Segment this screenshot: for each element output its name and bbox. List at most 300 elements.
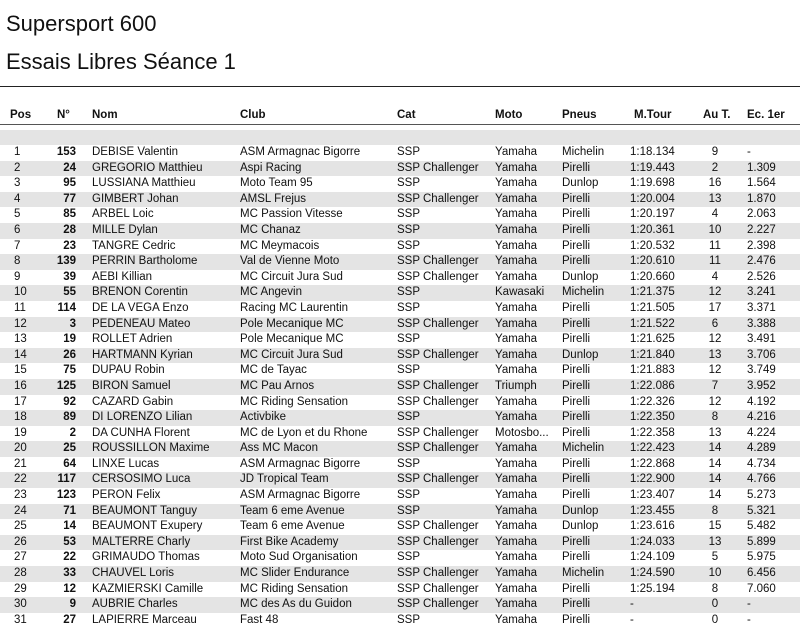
cell-cat: SSP: [397, 489, 421, 502]
cell-pos: 26: [14, 535, 27, 548]
cell-time: 1:21.883: [630, 364, 675, 377]
cell-laps: 12: [708, 333, 722, 346]
cell-nom: BRENON Corentin: [92, 286, 188, 299]
cell-club: MC Riding Sensation: [240, 395, 349, 408]
table-row: [0, 566, 800, 582]
cell-pos: 16: [14, 379, 27, 392]
cell-nom: DUPAU Robin: [92, 364, 165, 377]
cell-time: 1:22.868: [630, 457, 675, 470]
cell-laps: 16: [708, 177, 722, 190]
cell-moto: Motosbo...: [495, 426, 549, 439]
cell-moto: Yamaha: [495, 582, 537, 595]
cell-laps: 0: [711, 613, 719, 626]
cell-laps: 14: [708, 457, 722, 470]
cell-pneus: Pirelli: [562, 161, 591, 174]
cell-pos: 6: [14, 223, 21, 236]
cell-gap: 5.321: [747, 504, 776, 517]
cell-cat: SSP Challenger: [397, 442, 479, 455]
cell-pos: 15: [14, 364, 27, 377]
table-row: [0, 270, 800, 286]
cell-club: Team 6 eme Avenue: [240, 520, 345, 533]
cell-pneus: Pirelli: [562, 613, 591, 626]
table-row: [0, 550, 800, 566]
cell-gap: 3.388: [747, 317, 776, 330]
cell-time: 1:25.194: [630, 582, 675, 595]
cell-nom: GREGORIO Matthieu: [92, 161, 203, 174]
cell-nom: ROUSSILLON Maxime: [92, 442, 210, 455]
cell-club: Fast 48: [240, 613, 279, 626]
table-row: [0, 161, 800, 177]
cell-gap: 5.899: [747, 535, 776, 548]
cell-pneus: Dunlop: [562, 504, 599, 517]
cell-gap: 2.227: [747, 223, 776, 236]
cell-pos: 21: [14, 457, 27, 470]
cell-gap: 2.398: [747, 239, 776, 252]
cell-time: 1:20.532: [630, 239, 675, 252]
table-row: [0, 239, 800, 255]
cell-laps: 13: [708, 535, 722, 548]
cell-pos: 8: [14, 255, 21, 268]
table-row: [0, 207, 800, 223]
cell-cat: SSP Challenger: [397, 582, 479, 595]
table-row: [0, 301, 800, 317]
cell-gap: 7.060: [747, 582, 776, 595]
cell-time: 1:23.616: [630, 520, 675, 533]
cell-gap: 4.192: [747, 395, 776, 408]
cell-nom: LAPIERRE Marceau: [92, 613, 197, 626]
cell-time: 1:20.610: [630, 255, 675, 268]
cell-time: 1:24.590: [630, 567, 675, 580]
cell-club: MC Circuit Jura Sud: [240, 348, 343, 361]
cell-club: MC Passion Vitesse: [240, 208, 343, 221]
cell-moto: Yamaha: [495, 535, 537, 548]
cell-pos: 3: [14, 177, 21, 190]
cell-num: 27: [63, 613, 76, 626]
table-row: [0, 613, 800, 629]
cell-club: MC Pau Arnos: [240, 379, 315, 392]
table-row: [0, 348, 800, 364]
cell-time: 1:21.625: [630, 333, 675, 346]
cell-pneus: Pirelli: [562, 333, 591, 346]
cell-club: Ass MC Macon: [240, 442, 318, 455]
cell-pos: 1: [14, 146, 21, 158]
table-row: [0, 582, 800, 598]
cell-pneus: Pirelli: [562, 551, 591, 564]
table-row: [0, 285, 800, 301]
cell-num: 39: [63, 270, 76, 283]
cell-nom: LUSSIANA Matthieu: [92, 177, 196, 190]
cell-time: 1:24.109: [630, 551, 675, 564]
cell-moto: Kawasaki: [495, 286, 545, 299]
cell-club: MC Chanaz: [240, 223, 301, 236]
cell-num: 3: [69, 317, 76, 330]
cell-moto: Yamaha: [495, 395, 537, 408]
page-title: Supersport 600: [6, 11, 157, 36]
cell-gap: 3.952: [747, 379, 776, 392]
header-club: Club: [240, 109, 266, 121]
cell-nom: DE LA VEGA Enzo: [92, 301, 189, 314]
cell-nom: PERON Felix: [92, 489, 161, 502]
cell-gap: 3.241: [747, 286, 776, 299]
cell-num: 92: [63, 395, 76, 408]
cell-pneus: Pirelli: [562, 489, 591, 502]
cell-gap: 3.371: [747, 301, 776, 314]
cell-gap: -: [747, 146, 751, 158]
header-laps: Au T.: [703, 109, 731, 121]
cell-club: MC des As du Guidon: [240, 598, 352, 611]
cell-pos: 23: [14, 489, 27, 502]
cell-pneus: Michelin: [562, 567, 605, 580]
cell-num: 89: [63, 411, 76, 424]
cell-laps: 9: [711, 146, 719, 158]
cell-club: MC Riding Sensation: [240, 582, 349, 595]
table-row: [0, 504, 800, 520]
cell-nom: LINXE Lucas: [92, 457, 160, 470]
cell-cat: SSP Challenger: [397, 192, 479, 205]
cell-cat: SSP: [397, 551, 421, 564]
cell-gap: 4.289: [747, 442, 776, 455]
cell-pos: 25: [14, 520, 27, 533]
cell-pneus: Pirelli: [562, 223, 591, 236]
cell-moto: Yamaha: [495, 520, 537, 533]
cell-cat: SSP: [397, 411, 421, 424]
cell-nom: DA CUNHA Florent: [92, 426, 190, 439]
table-row: [0, 395, 800, 411]
cell-club: Racing MC Laurentin: [240, 301, 349, 314]
cell-num: 55: [63, 286, 76, 299]
cell-pneus: Pirelli: [562, 239, 591, 252]
cell-nom: DI LORENZO Lilian: [92, 411, 193, 424]
cell-num: 95: [63, 177, 76, 190]
cell-moto: Yamaha: [495, 161, 537, 174]
cell-club: Moto Team 95: [240, 177, 313, 190]
table-row: [0, 519, 800, 535]
cell-gap: 3.706: [747, 348, 776, 361]
cell-pneus: Michelin: [562, 442, 605, 455]
cell-club: Pole Mecanique MC: [240, 317, 344, 330]
cell-gap: 6.456: [747, 567, 776, 580]
cell-laps: 12: [708, 395, 722, 408]
cell-club: Val de Vienne Moto: [240, 255, 340, 268]
cell-pneus: Pirelli: [562, 457, 591, 470]
cell-pos: 20: [14, 442, 27, 455]
cell-club: MC Angevin: [240, 286, 303, 299]
cell-cat: SSP: [397, 146, 421, 158]
cell-club: ASM Armagnac Bigorre: [240, 489, 361, 502]
cell-moto: Yamaha: [495, 317, 537, 330]
cell-moto: Yamaha: [495, 223, 537, 236]
cell-num: 23: [63, 239, 76, 252]
cell-num: 25: [63, 442, 76, 455]
cell-num: 26: [63, 348, 76, 361]
cell-num: 14: [63, 520, 76, 533]
table-row: [0, 597, 800, 613]
cell-pneus: Pirelli: [562, 379, 591, 392]
header-time: M.Tour: [634, 109, 672, 121]
cell-pneus: Pirelli: [562, 598, 591, 611]
cell-num: 75: [63, 364, 76, 377]
table-row: [0, 535, 800, 551]
cell-num: 117: [57, 473, 76, 486]
cell-num: 71: [63, 504, 76, 517]
cell-pos: 18: [14, 411, 27, 424]
cell-club: Activbike: [240, 411, 287, 424]
cell-nom: PERRIN Bartholome: [92, 255, 198, 268]
cell-club: Aspi Racing: [240, 161, 302, 174]
cell-cat: SSP: [397, 177, 421, 190]
cell-moto: Yamaha: [495, 192, 537, 205]
cell-pos: 4: [14, 192, 21, 205]
cell-club: AMSL Frejus: [240, 192, 307, 205]
cell-laps: 17: [708, 301, 722, 314]
cell-club: JD Tropical Team: [240, 473, 329, 486]
cell-moto: Yamaha: [495, 146, 537, 158]
cell-laps: 11: [709, 239, 721, 252]
cell-laps: 10: [708, 223, 722, 236]
cell-club: MC Meymacois: [240, 239, 320, 252]
cell-moto: Yamaha: [495, 567, 537, 580]
table-row: [0, 192, 800, 208]
cell-gap: 3.749: [747, 364, 776, 377]
table-row: [0, 176, 800, 192]
cell-laps: 2: [711, 161, 719, 174]
cell-pneus: Pirelli: [562, 473, 591, 486]
cell-time: 1:21.375: [630, 286, 675, 299]
cell-cat: SSP: [397, 301, 421, 314]
cell-laps: 15: [708, 520, 722, 533]
cell-pneus: Dunlop: [562, 177, 599, 190]
cell-nom: BEAUMONT Tanguy: [92, 504, 198, 517]
cell-num: 28: [63, 223, 76, 236]
cell-nom: KAZMIERSKI Camille: [92, 582, 204, 595]
cell-cat: SSP Challenger: [397, 598, 479, 611]
cell-cat: SSP Challenger: [397, 567, 479, 580]
cell-num: 53: [63, 535, 76, 548]
cell-cat: SSP Challenger: [397, 520, 479, 533]
cell-nom: CAZARD Gabin: [92, 395, 174, 408]
cell-gap: 1.564: [747, 177, 776, 190]
cell-nom: MILLE Dylan: [92, 223, 158, 236]
cell-cat: SSP Challenger: [397, 255, 479, 268]
cell-pneus: Pirelli: [562, 426, 591, 439]
cell-time: 1:18.134: [630, 146, 675, 158]
cell-nom: HARTMANN Kyrian: [92, 348, 193, 361]
cell-num: 114: [57, 301, 76, 314]
cell-laps: 12: [708, 286, 722, 299]
cell-cat: SSP: [397, 208, 421, 221]
table-row: [0, 379, 800, 395]
cell-pos: 24: [14, 504, 27, 517]
cell-time: 1:20.361: [630, 223, 675, 236]
cell-pneus: Dunlop: [562, 348, 599, 361]
cell-pos: 13: [14, 333, 27, 346]
title-divider: [0, 86, 800, 87]
cell-cat: SSP: [397, 457, 421, 470]
cell-pneus: Pirelli: [562, 255, 591, 268]
cell-gap: 2.526: [747, 270, 776, 283]
cell-gap: -: [747, 598, 751, 611]
cell-moto: Yamaha: [495, 613, 537, 626]
cell-time: 1:24.033: [630, 535, 675, 548]
cell-cat: SSP: [397, 239, 421, 252]
cell-moto: Yamaha: [495, 255, 537, 268]
cell-time: 1:20.004: [630, 192, 675, 205]
cell-time: 1:21.505: [630, 301, 675, 314]
cell-moto: Yamaha: [495, 208, 537, 221]
cell-nom: CHAUVEL Loris: [92, 567, 175, 580]
cell-club: MC Circuit Jura Sud: [240, 270, 343, 283]
cell-gap: 5.975: [747, 551, 776, 564]
cell-time: 1:22.900: [630, 473, 675, 486]
cell-moto: Yamaha: [495, 411, 537, 424]
cell-time: 1:20.660: [630, 270, 675, 283]
cell-nom: PEDENEAU Mateo: [92, 317, 191, 330]
cell-pneus: Pirelli: [562, 582, 591, 595]
cell-pneus: Michelin: [562, 286, 605, 299]
cell-laps: 14: [708, 442, 722, 455]
cell-laps: 13: [708, 348, 722, 361]
cell-pneus: Pirelli: [562, 395, 591, 408]
cell-pneus: Pirelli: [562, 535, 591, 548]
cell-moto: Yamaha: [495, 348, 537, 361]
header-num: N°: [57, 109, 70, 121]
cell-moto: Yamaha: [495, 333, 537, 346]
table-row: [0, 472, 800, 488]
table-row: [0, 317, 800, 333]
cell-nom: AEBI Killian: [92, 270, 153, 283]
cell-num: 123: [56, 489, 76, 502]
cell-cat: SSP Challenger: [397, 473, 479, 486]
cell-nom: MALTERRE Charly: [92, 535, 191, 548]
header-cat: Cat: [397, 109, 416, 121]
cell-laps: 8: [711, 504, 719, 517]
cell-laps: 12: [708, 364, 722, 377]
header-gap: Ec. 1er: [747, 109, 785, 121]
cell-cat: SSP Challenger: [397, 426, 479, 439]
cell-time: 1:21.840: [630, 348, 675, 361]
cell-laps: 4: [711, 208, 719, 221]
cell-laps: 13: [708, 426, 722, 439]
cell-moto: Triumph: [495, 379, 537, 392]
cell-num: 2: [69, 426, 76, 439]
cell-time: 1:22.086: [630, 379, 675, 392]
cell-nom: BIRON Samuel: [92, 379, 171, 392]
cell-num: 33: [63, 567, 76, 580]
cell-pneus: Michelin: [562, 146, 605, 158]
table-row: [0, 223, 800, 239]
cell-gap: 5.482: [747, 520, 776, 533]
cell-num: 153: [56, 146, 76, 158]
cell-time: 1:21.522: [630, 317, 675, 330]
cell-moto: Yamaha: [495, 598, 537, 611]
cell-club: Team 6 eme Avenue: [240, 504, 345, 517]
table-row: [0, 145, 800, 161]
cell-num: 19: [63, 333, 76, 346]
cell-pneus: Pirelli: [562, 192, 591, 205]
cell-gap: 4.734: [747, 457, 776, 470]
cell-club: MC de Tayac: [240, 364, 307, 377]
cell-pos: 2: [14, 161, 21, 174]
cell-time: 1:23.455: [630, 504, 675, 517]
cell-laps: 7: [711, 379, 719, 392]
cell-cat: SSP Challenger: [397, 535, 479, 548]
cell-cat: SSP: [397, 364, 421, 377]
cell-laps: 11: [709, 255, 721, 268]
cell-time: 1:20.197: [630, 208, 675, 221]
cell-gap: 1.870: [747, 192, 776, 205]
table-row: [0, 254, 800, 270]
header-moto: Moto: [495, 109, 523, 121]
cell-nom: BEAUMONT Exupery: [92, 520, 203, 533]
cell-cat: SSP: [397, 286, 421, 299]
cell-club: MC Slider Endurance: [240, 567, 350, 580]
cell-pneus: Pirelli: [562, 301, 591, 314]
cell-pos: 29: [14, 582, 27, 595]
cell-num: 9: [69, 598, 76, 611]
header-nom: Nom: [92, 109, 118, 121]
cell-num: 85: [63, 208, 76, 221]
cell-pos: 19: [14, 426, 27, 439]
cell-num: 125: [56, 379, 76, 392]
cell-num: 22: [63, 551, 76, 564]
cell-laps: 6: [711, 317, 719, 330]
cell-pos: 7: [14, 239, 21, 252]
cell-moto: Yamaha: [495, 473, 537, 486]
cell-cat: SSP: [397, 333, 421, 346]
table-row: [0, 441, 800, 457]
cell-time: 1:19.443: [630, 161, 675, 174]
table-spacer-band: [0, 130, 800, 145]
cell-nom: ARBEL Loic: [92, 208, 154, 221]
cell-pneus: Dunlop: [562, 520, 599, 533]
cell-time: 1:22.350: [630, 411, 675, 424]
cell-pos: 9: [14, 270, 21, 283]
cell-num: 64: [63, 457, 76, 470]
header-pos: Pos: [10, 109, 32, 121]
cell-club: Pole Mecanique MC: [240, 333, 344, 346]
cell-gap: 4.216: [747, 411, 776, 424]
cell-moto: Yamaha: [495, 270, 537, 283]
cell-moto: Yamaha: [495, 177, 537, 190]
cell-laps: 10: [708, 567, 722, 580]
cell-club: ASM Armagnac Bigorre: [240, 146, 361, 158]
cell-gap: 3.491: [747, 333, 776, 346]
header-divider: [0, 124, 800, 125]
cell-pos: 30: [14, 598, 27, 611]
cell-pos: 10: [14, 286, 27, 299]
cell-time: 1:22.326: [630, 395, 675, 408]
cell-moto: Yamaha: [495, 504, 537, 517]
cell-pos: 12: [14, 317, 27, 330]
cell-time: 1:23.407: [630, 489, 675, 502]
header-pneus: Pneus: [562, 109, 597, 121]
cell-gap: -: [747, 613, 751, 626]
cell-nom: GRIMAUDO Thomas: [92, 551, 200, 564]
cell-cat: SSP: [397, 613, 421, 626]
cell-nom: ROLLET Adrien: [92, 333, 173, 346]
cell-cat: SSP Challenger: [397, 395, 479, 408]
cell-laps: 13: [708, 192, 722, 205]
cell-moto: Yamaha: [495, 301, 537, 314]
table-row: [0, 457, 800, 473]
cell-laps: 0: [711, 598, 719, 611]
cell-club: ASM Armagnac Bigorre: [240, 457, 361, 470]
table-row: [0, 363, 800, 379]
cell-club: Moto Sud Organisation: [240, 551, 358, 564]
cell-moto: Yamaha: [495, 239, 537, 252]
cell-pneus: Pirelli: [562, 208, 591, 221]
cell-pos: 17: [14, 395, 27, 408]
